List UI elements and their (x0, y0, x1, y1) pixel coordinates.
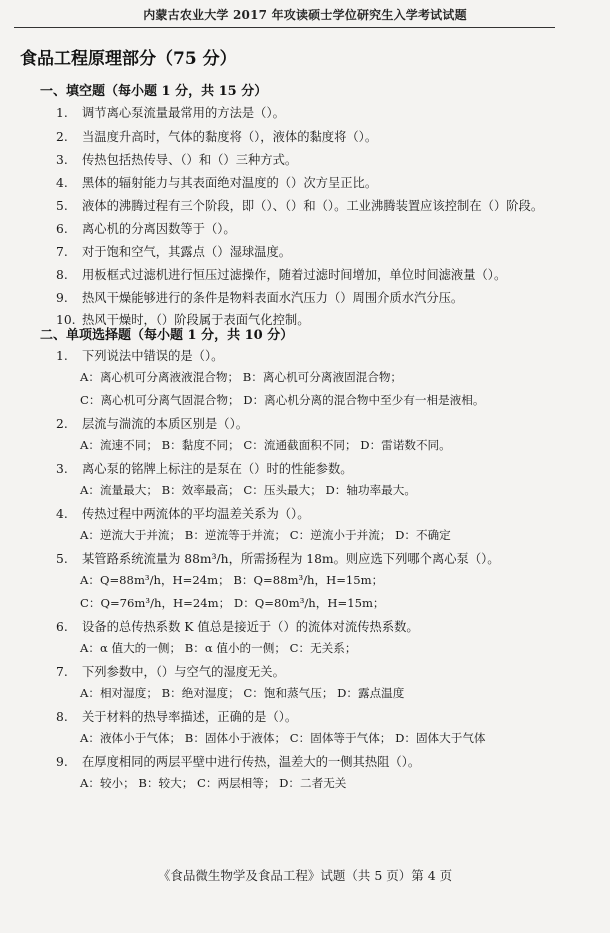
fill-question (56, 265, 506, 283)
choice-options: A：流量最大； B：效率最高； C：压头最大； D：轴功率最大。 (80, 483, 416, 497)
choice-options: A：相对湿度； B：绝对湿度； C：饱和蒸气压； D：露点温度 (80, 686, 405, 700)
question-number: 3. (56, 153, 68, 167)
fill-question (56, 288, 463, 306)
question-number: 5. (56, 199, 68, 213)
question-text: 热风干燥能够进行的条件是物料表面水汽压力（）周围介质水汽分压。 (82, 291, 464, 305)
question-text: 层流与湍流的本质区别是（）。 (82, 417, 249, 431)
choice-question (56, 617, 419, 635)
question-number: 7. (56, 665, 68, 679)
question-number: 1. (56, 106, 68, 120)
choice-question (56, 504, 310, 522)
question-number: 7. (56, 245, 68, 259)
choice-options: A：流速不同； B：黏度不同； C：流通截面积不同； D：雷诺数不同。 (80, 438, 451, 452)
question-text: 对于饱和空气，其露点（）湿球温度。 (82, 245, 292, 259)
choice-question (56, 346, 223, 364)
choice-question (56, 459, 353, 477)
question-text: 某管路系统流量为 88m³/h，所需扬程为 18m。则应选下列哪个离心泵（）。 (82, 552, 500, 566)
fill-question (56, 150, 297, 168)
question-text: 下列说法中错误的是（）。 (82, 349, 224, 363)
section-title: 食品工程原理部分（75 分） (20, 49, 237, 69)
question-number: 3. (56, 462, 68, 476)
question-text: 设备的总传热系数 K 值总是接近于（）的流体对流传热系数。 (82, 620, 419, 634)
question-number: 4. (56, 507, 68, 521)
page-header: 内蒙古农业大学 2017 年攻读硕士学位研究生入学考试试题 (143, 8, 467, 22)
part1-title: 一、填空题（每小题 1 分，共 15 分） (40, 84, 268, 99)
question-text: 关于材料的热导率描述，正确的是（）。 (82, 710, 298, 724)
question-number: 9. (56, 291, 68, 305)
question-text: 当温度升高时，气体的黏度将（），液体的黏度将（）。 (82, 130, 378, 144)
question-text: 调节离心泵流量最常用的方法是（）。 (82, 106, 285, 120)
choice-question (56, 662, 285, 680)
choice-question (56, 752, 420, 770)
question-number: 6. (56, 620, 68, 634)
choice-options: A：较小； B：较大； C：两层相等； D：二者无关 (80, 776, 347, 790)
question-number: 9. (56, 755, 68, 769)
fill-question (56, 196, 543, 214)
question-text: 热风干燥时，（）阶段属于表面气化控制。 (82, 313, 310, 327)
question-text: 在厚度相同的两层平壁中进行传热，温差大的一侧其热阻（）。 (82, 755, 421, 769)
question-text: 传热包括热传导、（）和（）三种方式。 (82, 153, 298, 167)
header-divider (14, 27, 555, 28)
fill-question (56, 127, 377, 145)
question-number: 1. (56, 349, 68, 363)
choice-options: C：离心机可分离气固混合物； D：离心机分离的混合物中至少有一相是液相。 (80, 393, 485, 407)
choice-question (56, 707, 297, 725)
choice-options: A：α 值大的一侧； B：α 值小的一侧； C：无关系； (80, 641, 357, 655)
question-text: 传热过程中两流体的平均温差关系为（）。 (82, 507, 310, 521)
choice-question (56, 414, 248, 432)
fill-question (56, 242, 291, 260)
question-text: 用板框式过滤机进行恒压过滤操作，随着过滤时间增加，单位时间滤液量（）。 (82, 268, 507, 282)
page-footer: 《食品微生物学及食品工程》试题（共 5 页）第 4 页 (157, 868, 453, 883)
question-number: 10. (56, 313, 76, 327)
question-number: 6. (56, 222, 68, 236)
choice-options: A：逆流大于并流； B：逆流等于并流； C：逆流小于并流； D：不确定 (80, 528, 451, 542)
question-number: 2. (56, 417, 68, 431)
fill-question (56, 219, 236, 237)
question-number: 4. (56, 176, 68, 190)
question-text: 液体的沸腾过程有三个阶段，即（）、（）和（）。工业沸腾装置应该控制在（）阶段。 (82, 199, 544, 213)
question-number: 2. (56, 130, 68, 144)
part2-title: 二、单项选择题（每小题 1 分，共 10 分） (40, 328, 294, 343)
choice-options: A：Q=88m³/h，H=24m； B：Q=88m³/h，H=15m； (80, 573, 384, 587)
choice-options: C：Q=76m³/h，H=24m； D：Q=80m³/h，H=15m； (80, 596, 385, 610)
choice-options: A：离心机可分离液液混合物； B：离心机可分离液固混合物； (80, 370, 403, 384)
question-number: 5. (56, 552, 68, 566)
fill-question (56, 103, 285, 121)
question-text: 离心泵的铭牌上标注的是泵在（）时的性能参数。 (82, 462, 353, 476)
choice-question (56, 549, 500, 567)
question-number: 8. (56, 710, 68, 724)
choice-options: A：液体小于气体； B：固体小于液体； C：固体等于气体； D：固体大于气体 (80, 731, 486, 745)
question-text: 黑体的辐射能力与其表面绝对温度的（）次方呈正比。 (82, 176, 378, 190)
fill-question (56, 173, 377, 191)
question-text: 下列参数中，（）与空气的湿度无关。 (82, 665, 285, 679)
question-number: 8. (56, 268, 68, 282)
question-text: 离心机的分离因数等于（）。 (82, 222, 236, 236)
